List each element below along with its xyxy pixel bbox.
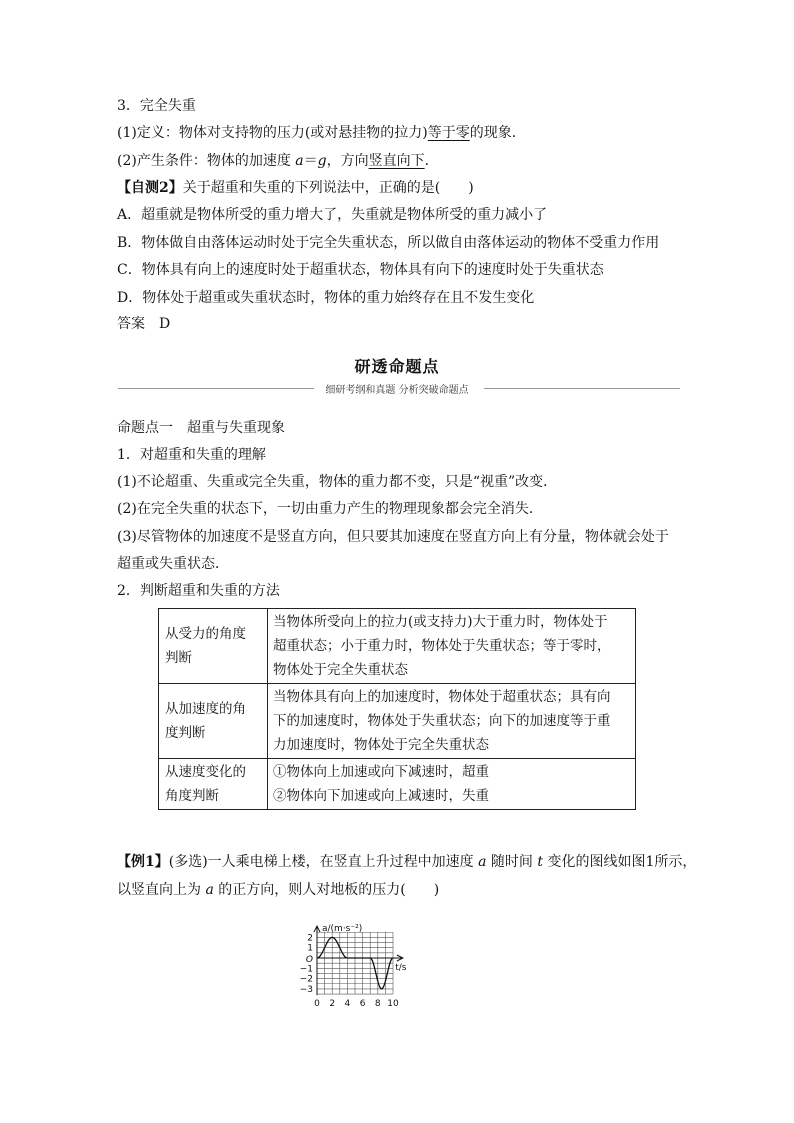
origin-label: O: [305, 955, 313, 965]
point-1-2: (2)在完全失重的状态下，一切由重力产生的物理现象都会完全消失．: [117, 501, 543, 517]
table-cell-left: 从受力的角度 判断: [159, 609, 268, 684]
question-text: 关于超重和失重的下列说法中，正确的是( ): [182, 180, 474, 196]
answer: 答案 D: [117, 316, 171, 332]
table-row: [159, 684, 636, 759]
var-a: a: [295, 153, 304, 169]
x-tick-label: 2: [329, 999, 336, 1010]
example-tag: 【例1】: [117, 854, 169, 870]
option-b: B．物体做自由落体运动时处于完全失重状态，所以做自由落体运动的物体不受重力作用: [117, 235, 660, 251]
table-cell-right: ①物体向上加速或向下减速时，超重 ②物体向下加速或向上减速时，失重: [268, 759, 636, 810]
y-axis-label: a/(m·s⁻²): [322, 924, 363, 935]
condition-end: ．: [424, 153, 439, 169]
condition-key: 竖直向下: [368, 153, 425, 169]
condition-line: [117, 151, 439, 171]
var-a: a: [205, 882, 214, 898]
point-1-1: (1)不论超重、失重或完全失重，物体的重力都不变，只是“视重”改变．: [117, 474, 558, 490]
table-cell-left: 从加速度的角 度判断: [159, 684, 268, 759]
x-tick-label: 6: [359, 999, 366, 1010]
example-text: 变化的图线如图1所示，: [543, 854, 697, 870]
definition-line: [117, 123, 526, 143]
example-text: (多选)一人乘电梯上楼，在竖直上升过程中加速度: [168, 854, 479, 870]
topic-heading: 命题点一 超重与失重现象: [117, 420, 285, 436]
definition-end: 的现象．: [469, 125, 526, 141]
option-c: C．物体具有向上的速度时处于超重状态，物体具有向下的速度时处于失重状态: [117, 262, 604, 278]
x-tick-label: 10: [387, 999, 399, 1010]
acceleration-graph: [290, 905, 510, 1025]
definition-key: 等于零: [427, 125, 470, 141]
var-a: a: [478, 854, 487, 870]
equals-sign: ＝: [303, 153, 318, 169]
example-text: 以竖直向上为: [117, 882, 206, 898]
x-tick-label: 4: [344, 999, 351, 1010]
table-row: [159, 609, 636, 684]
section-3-title: 3．完全失重: [117, 98, 196, 114]
x-tick-label: 8: [374, 999, 381, 1010]
var-t: t: [537, 854, 544, 870]
y-tick-label: −2: [299, 974, 313, 985]
definition-text: (1)定义：物体对支持物的压力(或对悬挂物的拉力): [117, 125, 428, 141]
x-tick-label: 0: [314, 999, 320, 1010]
var-g: g: [317, 153, 327, 169]
table-cell-right: 当物体具有向上的加速度时，物体处于超重状态；具有向 下的加速度时，物体处于失重状态；向下的加速度等于重 力加速度时，物体处于完全失重状态: [268, 684, 636, 759]
point-2-title: 2．判断超重和失重的方法: [117, 583, 280, 599]
example-text: 随时间: [486, 854, 538, 870]
section-subtitle: 细研考纲和真题 分析突破命题点: [325, 385, 469, 396]
graph-labels: [300, 924, 407, 1009]
x-axis-label: t/s: [395, 963, 407, 973]
judgment-table: [158, 608, 636, 810]
y-tick-label: −3: [299, 984, 313, 995]
question-tag: 【自测2】: [117, 180, 183, 196]
example-text: 的正方向，则人对地板的压力( ): [213, 882, 440, 898]
condition-text: (2)产生条件：物体的加速度: [117, 153, 296, 169]
y-tick-label: 1: [307, 943, 313, 954]
point-1-3-cont: 超重或失重状态．: [117, 556, 229, 572]
table-cell-right: 当物体所受向上的拉力(或支持力)大于重力时，物体处于 超重状态；小于重力时，物体处于失重状态；等于零时， 物体处于完全失重状态: [268, 609, 636, 684]
y-tick-label: −1: [299, 964, 313, 975]
example-line-2: [117, 880, 439, 900]
point-1-3: (3)尽管物体的加速度不是竖直方向，但只要其加速度在竖直方向上有分量，物体就会处于: [117, 529, 669, 545]
option-d: D．物体处于超重或失重状态时，物体的重力始终存在且不发生变化: [117, 290, 535, 306]
option-a: A．超重就是物体所受的重力增大了，失重就是物体所受的重力减小了: [117, 207, 548, 223]
y-tick-label: 2: [307, 933, 313, 944]
graph-axes: [314, 926, 403, 995]
question-stem: [117, 178, 474, 198]
condition-mid: ，方向: [326, 153, 369, 169]
table-row: [159, 759, 636, 810]
example-line-1: [117, 852, 696, 872]
table-cell-left: 从速度变化的 角度判断: [159, 759, 268, 810]
section-title: 研透命题点: [354, 357, 440, 376]
point-1-title: 1．对超重和失重的理解: [117, 447, 266, 463]
